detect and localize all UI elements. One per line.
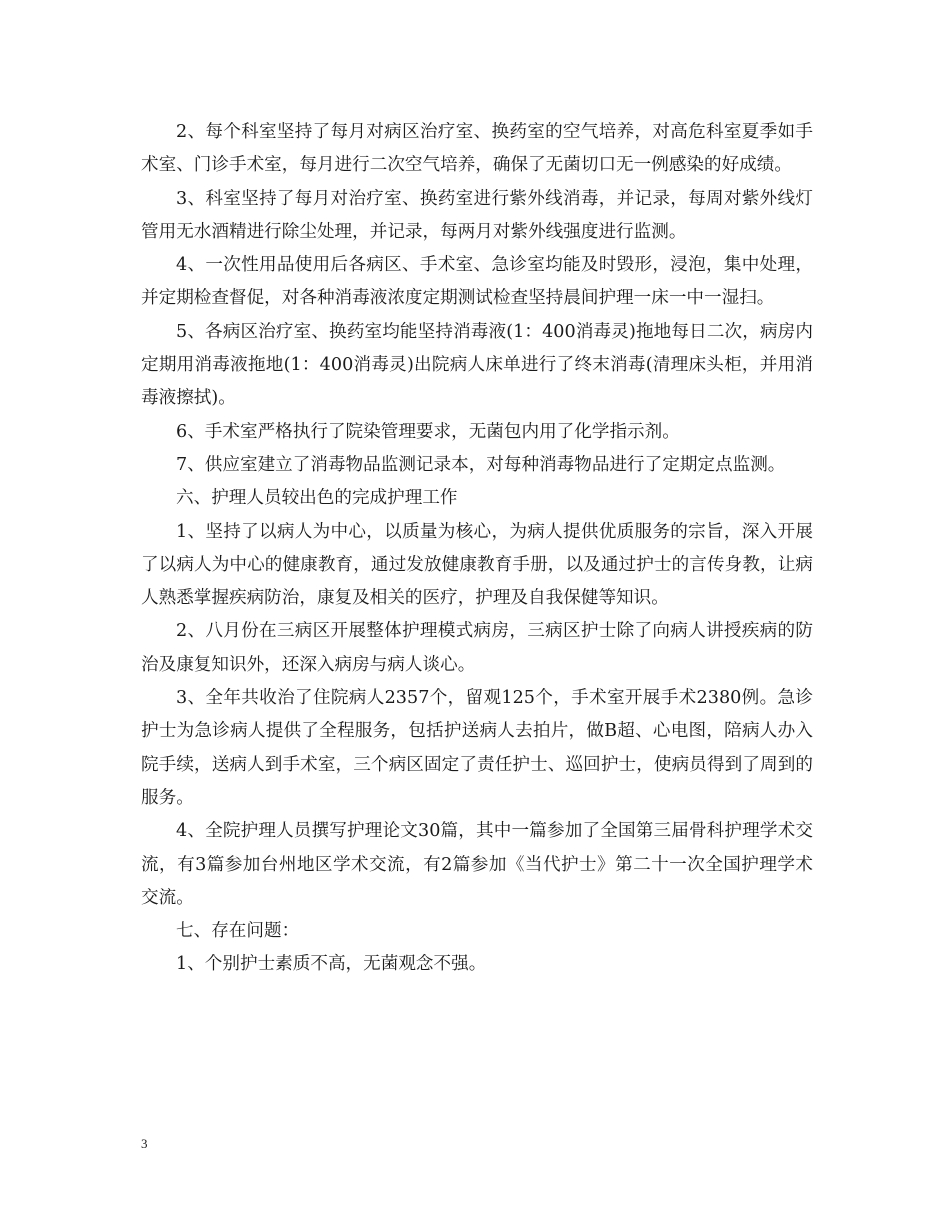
paragraph-patient-centered: 1、坚持了以病人为中心，以质量为核心，为病人提供优质服务的宗旨，深入开展了以病人为中心的健康教育，通过发放健康教育手册，以及通过护士的言传身教，让病人熟悉掌握疾病防治，康复及相关的医疗，护理及自我保健等知识。 bbox=[141, 521, 813, 609]
paragraph-supply-room: 7、供应室建立了消毒物品监测记录本，对每种消毒物品进行了定期定点监测。 bbox=[176, 454, 786, 475]
paragraph-nursing-papers: 4、全院护理人员撰写护理论文30篇，其中一篇参加了全国第三届骨科护理学术交流，有3篇参加台州地区学术交流，有2篇参加《当代护士》第二十一次全国护理学术交流。 bbox=[141, 821, 813, 908]
paragraph-problem-1: 1、个别护士素质不高，无菌观念不强。 bbox=[176, 954, 487, 975]
paragraph-operating-room: 6、手术室严格执行了院染管理要求，无菌包内用了化学指示剂。 bbox=[176, 421, 680, 442]
document-body bbox=[141, 116, 813, 982]
paragraph-holistic-care: 2、八月份在三病区开展整体护理模式病房，三病区护士除了向病人讲授疾病的防治及康复知识外，还深入病房与病人谈心。 bbox=[141, 621, 813, 675]
paragraph-floor-disinfection: 5、各病区治疗室、换药室均能坚持消毒液(1：400消毒灵)拖地每日二次，病房内定期用消毒液拖地(1：400消毒灵)出院病人床单进行了终末消毒(清理床头柜，并用消毒液擦拭)。 bbox=[141, 321, 813, 409]
section-heading-problems: 七、存在问题： bbox=[176, 921, 300, 942]
page-number: 3 bbox=[141, 1136, 148, 1151]
paragraph-air-culture: 2、每个科室坚持了每月对病区治疗室、换药室的空气培养，对高危科室夏季如手术室、门诊手术室，每月进行二次空气培养，确保了无菌切口无一例感染的好成绩。 bbox=[141, 122, 813, 176]
section-heading-nursing-work: 六、护理人员较出色的完成护理工作 bbox=[176, 488, 458, 509]
paragraph-disposable-items: 4、一次性用品使用后各病区、手术室、急诊室均能及时毁形，浸泡，集中处理，并定期检查督促，对各种消毒液浓度定期测试检查坚持晨间护理一床一中一湿扫。 bbox=[141, 255, 813, 309]
paragraph-uv-disinfection: 3、科室坚持了每月对治疗室、换药室进行紫外线消毒，并记录，每周对紫外线灯管用无水酒精进行除尘处理，并记录，每两月对紫外线强度进行监测。 bbox=[141, 188, 813, 242]
paragraph-annual-statistics: 3、全年共收治了住院病人2357个，留观125个，手术室开展手术2380例。急诊护士为急诊病人提供了全程服务，包括护送病人去拍片，做B超、心电图，陪病人办入院手续，送病人到手术室，三个病区固定了责任护士、巡回护士，使病员得到了周到的服务。 bbox=[141, 688, 813, 808]
